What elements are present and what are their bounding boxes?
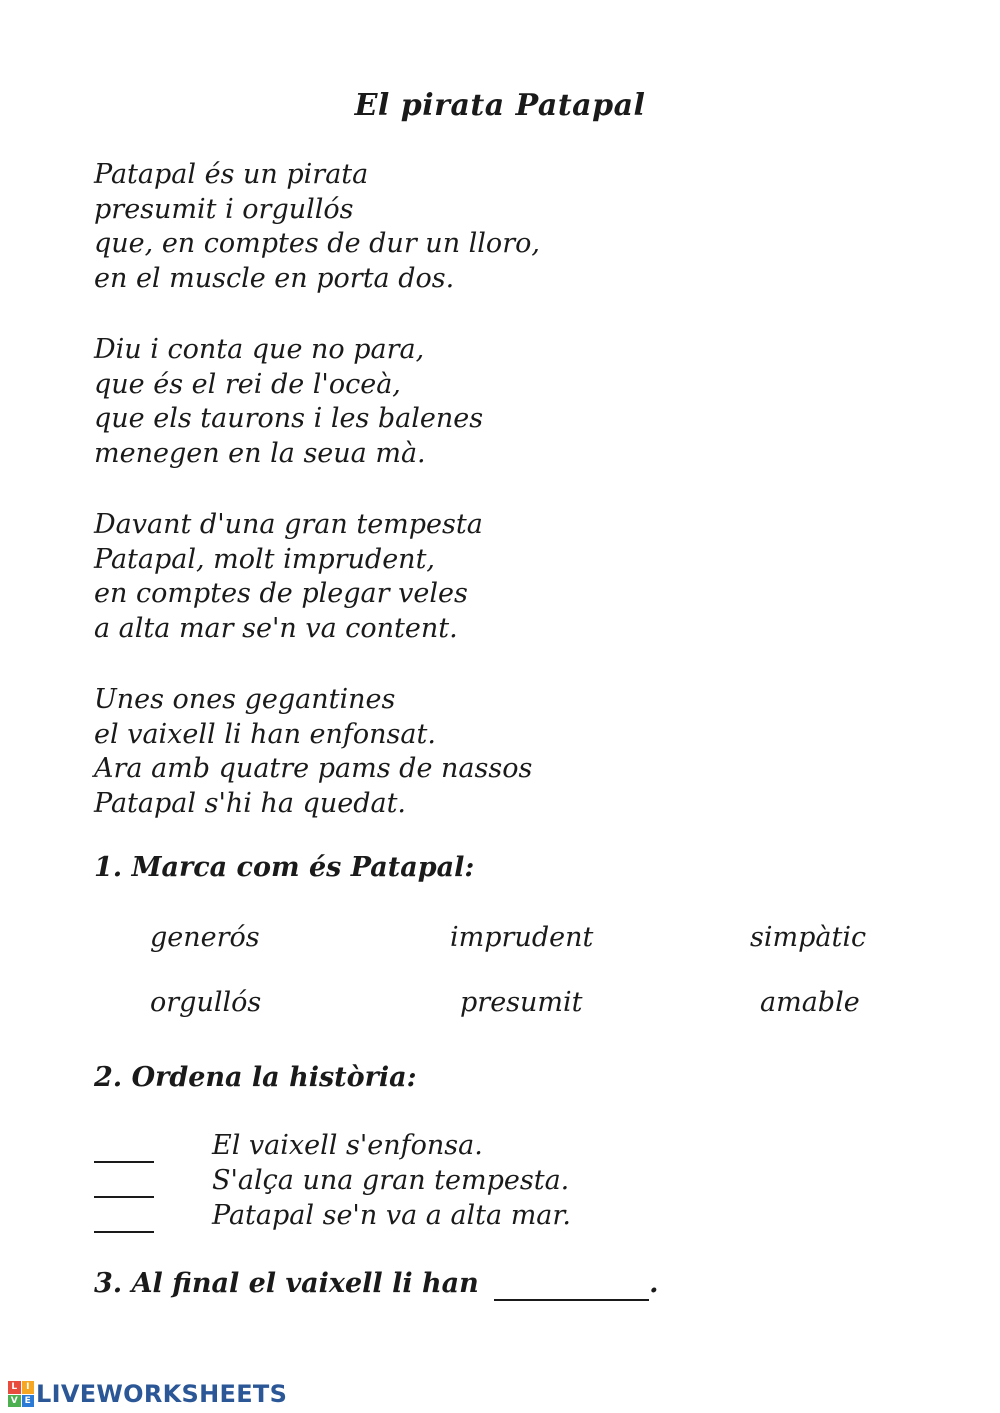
page-title: El pirata Patapal [354, 88, 646, 123]
verse: que, en comptes de dur un lloro, [94, 228, 540, 259]
stanza [94, 158, 794, 296]
logo-letter: V [8, 1395, 21, 1408]
order-input[interactable] [94, 1207, 154, 1233]
verse: Davant d'una gran tempesta [94, 509, 483, 540]
verse: Ara amb quatre pams de nassos [94, 753, 533, 784]
verse: a alta mar se'n va content. [94, 612, 458, 644]
option-presumit[interactable]: presumit [460, 987, 583, 1018]
verse: menegen en la seua mà. [94, 437, 426, 469]
option-amable[interactable]: amable [760, 987, 860, 1018]
brand-name: LIVEWORKSHEETS [36, 1380, 288, 1408]
order-item-text: S'alça una gran tempesta. [212, 1165, 570, 1196]
option-generos[interactable]: generós [150, 922, 260, 953]
verse: Diu i conta que no para, [94, 334, 425, 365]
verse: el vaixell li han enfonsat. [94, 718, 436, 750]
order-item-text: El vaixell s'enfonsa. [212, 1130, 483, 1161]
order-row [94, 1128, 571, 1163]
question-3-period: . [649, 1268, 659, 1299]
logo-letter: L [8, 1381, 21, 1394]
order-row [94, 1198, 571, 1233]
stanza [94, 508, 794, 646]
stanza [94, 333, 794, 471]
question-3 [94, 1268, 659, 1301]
stanza [94, 683, 794, 821]
verse: Patapal, molt imprudent, [94, 543, 436, 575]
adjective-options [150, 922, 910, 1018]
verse: en el muscle en porta dos. [94, 262, 455, 294]
verse: Patapal és un pirata [94, 159, 369, 190]
option-orgullos[interactable]: orgullós [150, 987, 262, 1018]
question-2-label: 2. Ordena la història: [94, 1062, 417, 1093]
verse: Patapal s'hi ha quedat. [94, 787, 407, 819]
verse: que és el rei de l'oceà, [94, 368, 401, 400]
logo-letter: I [22, 1381, 35, 1394]
verse: en comptes de plegar veles [94, 578, 468, 609]
question-3-label: 3. Al final el vaixell li han [94, 1268, 479, 1299]
order-list [94, 1128, 571, 1233]
question-1-label: 1. Marca com és Patapal: [94, 852, 475, 883]
brand-footer [8, 1380, 287, 1408]
option-simpatic[interactable]: simpàtic [750, 922, 867, 953]
order-input[interactable] [94, 1172, 154, 1198]
verse: Unes ones gegantines [94, 684, 396, 715]
logo-letter: E [22, 1395, 35, 1408]
liveworksheets-logo-icon [8, 1381, 34, 1407]
order-item-text: Patapal se'n va a alta mar. [212, 1200, 571, 1231]
verse: presumit i orgullós [94, 193, 354, 225]
option-imprudent[interactable]: imprudent [450, 922, 594, 953]
poem [94, 158, 794, 858]
order-input[interactable] [94, 1137, 154, 1163]
verse: que els taurons i les balenes [94, 403, 484, 434]
final-answer-input[interactable] [494, 1275, 649, 1301]
order-row [94, 1163, 571, 1198]
